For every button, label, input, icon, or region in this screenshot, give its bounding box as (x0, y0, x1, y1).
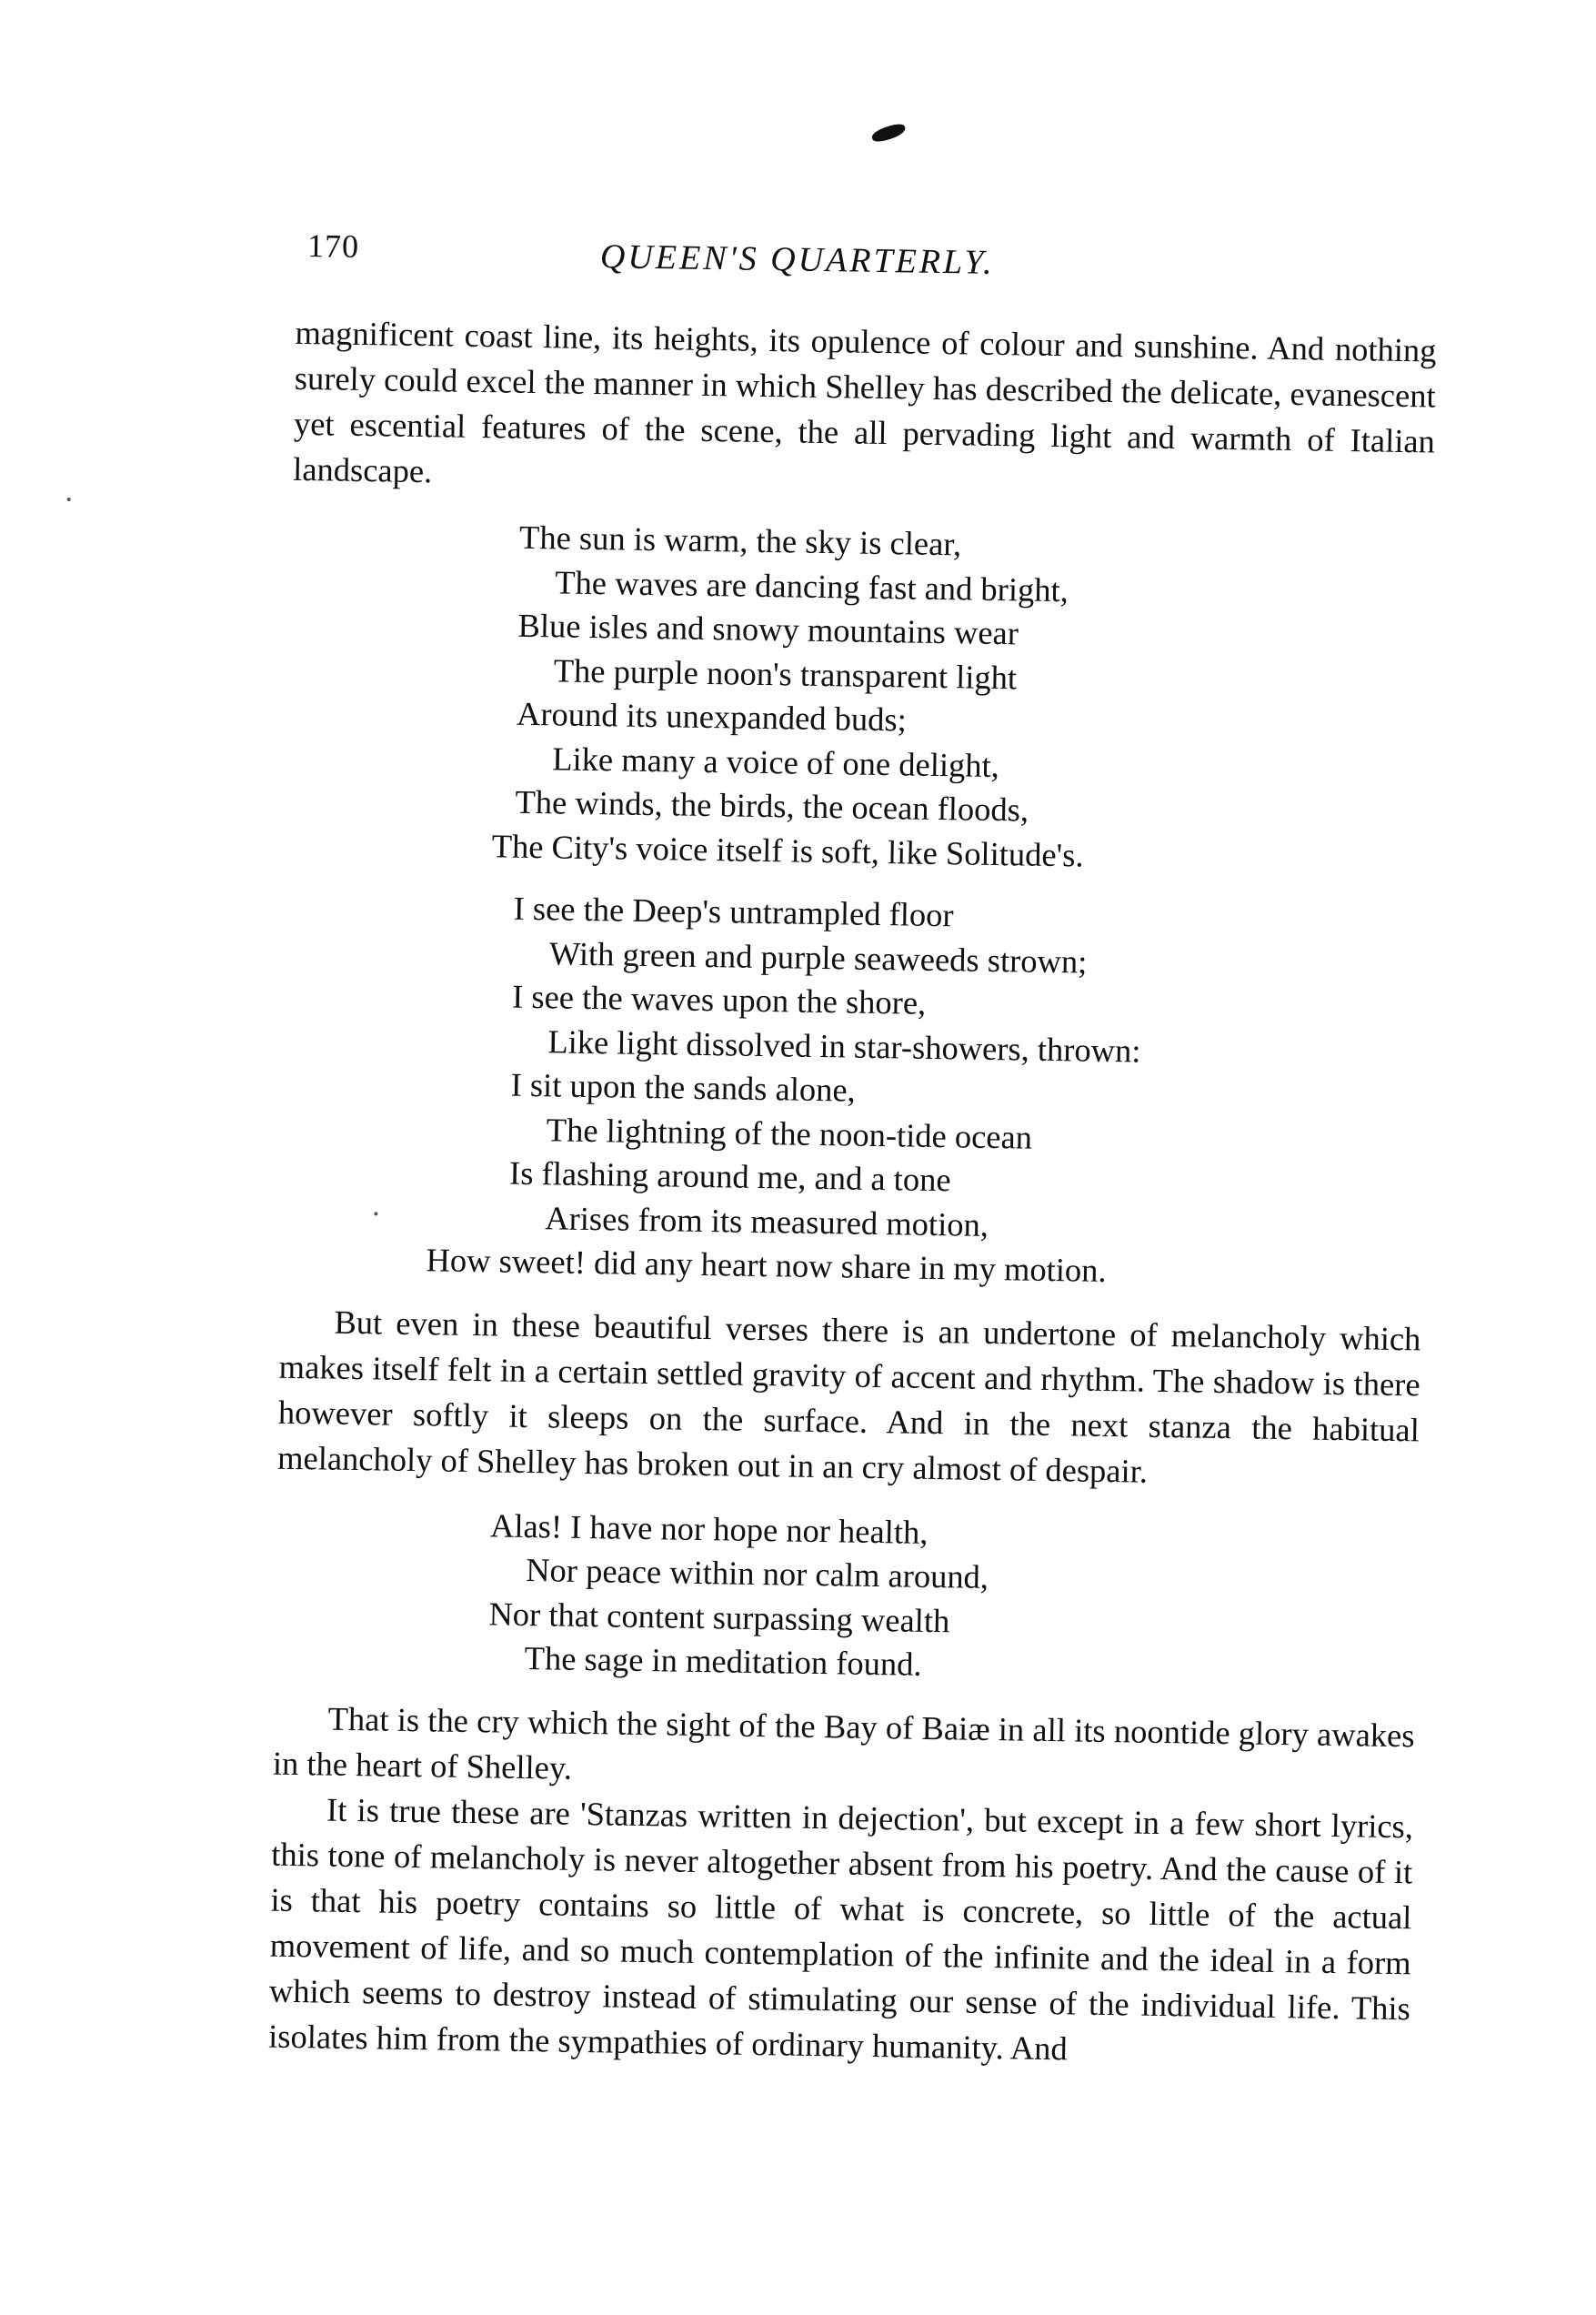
poem-stanza-2 (280, 883, 1428, 1298)
verse-line: I sit upon the sands alone, (510, 1065, 857, 1109)
verse-line: I see the waves upon the shore, (511, 977, 927, 1022)
page-header (306, 226, 1435, 298)
verse-line: Like light dissolved in star-showers, thrown: (547, 1022, 1141, 1070)
ink-smudge (870, 122, 907, 145)
paragraph-4: It is true these are 'Stanzas written in dejection', but except in a few short lyrics, this tone of melancholy is never altogether absent from his poetry. And the cause of it is that his poetry contains so little of what is concrete, so little of the actual movement of life, and so much contemplation of the infinite and the ideal in a form which seems to destroy instead of stimulating our sense of the individual life. This isolates him from the sympathies of ordinary humanity. And (267, 1790, 1414, 2067)
verse-line: How sweet! did any heart now share in my motion. (426, 1241, 1107, 1289)
speck (67, 498, 71, 501)
verse-line: Is flashing around me, and a tone (508, 1153, 951, 1199)
verse-line: With green and purple seaweeds strown; (548, 933, 1088, 981)
verse-line: The purple noon's transparent light (553, 650, 1018, 696)
page-number: 170 (306, 227, 360, 265)
poem-stanza-1 (286, 512, 1433, 883)
verse-line: Arises from its measured motion, (545, 1198, 989, 1243)
paragraph-1: magnificent coast line, its heights, its opulence of colour and sunshine. And nothing surely could excel the manner in which Shelley has described the delicate, evanescent yet escential features of the scene, the all pervading light and warmth of Italian landscape. (292, 313, 1437, 490)
verse-line: I see the Deep's untrampled floor (513, 889, 954, 934)
verse-line: The City's voice itself is soft, like Solitude's. (491, 826, 1084, 874)
poem-stanza-3 (274, 1500, 1418, 1695)
paragraph-2: But even in these beautiful verses there is an undertone of melancholy which makes itself felt in a certain settled gravity of accent and rhythm. The shadow is there however softly it sleeps on the surface. And in the next stanza the habitual melancholy of Shelley has broken out in an cry almost of despair. (276, 1303, 1421, 1490)
verse-line: The sun is warm, the sky is clear, (518, 518, 962, 563)
verse-line: Blue isles and snowy mountains wear (517, 606, 1019, 652)
verse-line: Alas! I have nor hope nor health, (489, 1505, 928, 1551)
verse-line: The waves are dancing fast and bright, (555, 562, 1069, 609)
verse-line: Nor that content surpassing wealth (488, 1594, 950, 1639)
verse-line: The winds, the birds, the ocean floods, (515, 782, 1029, 829)
page-body (268, 310, 1437, 2077)
verse-line: Like many a voice of one delight, (551, 739, 1000, 784)
verse-line: The sage in meditation found. (524, 1638, 922, 1683)
running-title: QUEEN'S QUARTERLY. (599, 237, 995, 282)
verse-line: Nor peace within nor calm around, (525, 1551, 989, 1595)
verse-line: The lightning of the noon-tide ocean (546, 1110, 1033, 1156)
verse-line: Around its unexpanded buds; (516, 694, 908, 739)
paragraph-3: That is the cry which the sight of the Bay of Baiæ in all its noontide glory awakes in the heart of Shelley. (272, 1699, 1415, 1787)
speck (374, 1212, 377, 1215)
